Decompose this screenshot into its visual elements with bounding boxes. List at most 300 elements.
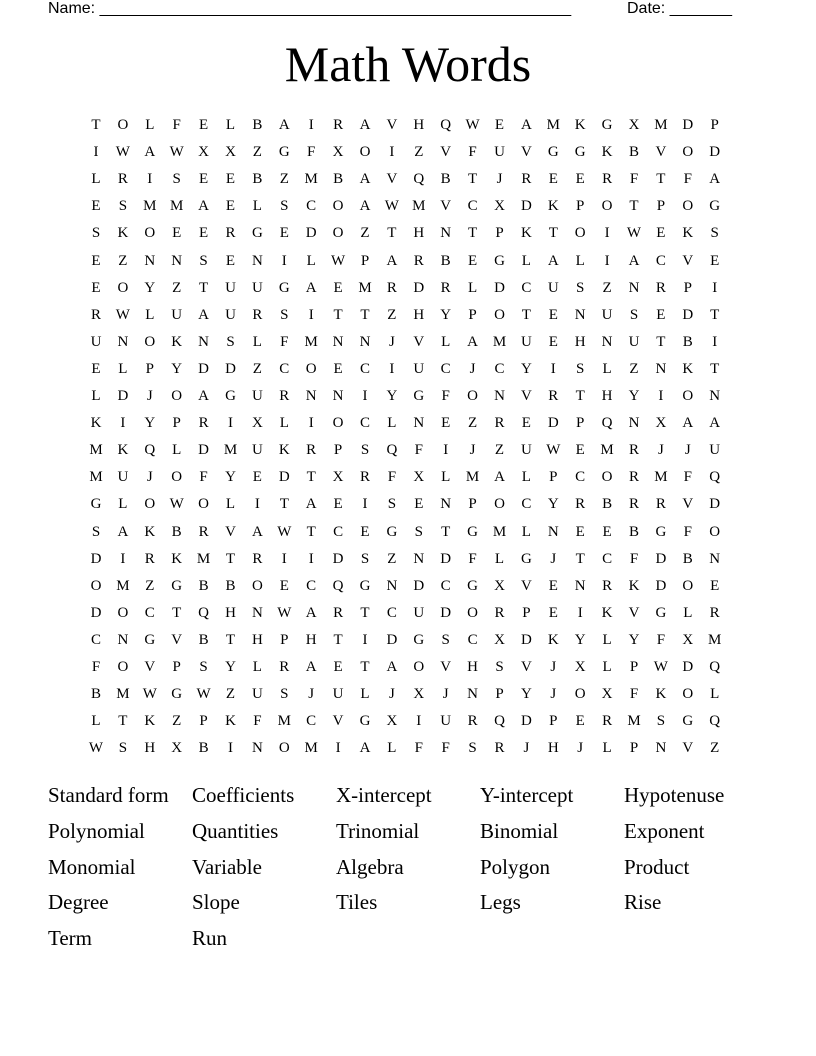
grid-letter: B: [440, 171, 451, 188]
grid-row: [84, 710, 732, 737]
grid-row: [84, 656, 732, 683]
grid-letter: C: [306, 713, 317, 730]
grid-row: [84, 575, 732, 602]
grid-letter: C: [655, 252, 666, 269]
grid-letter: R: [252, 306, 263, 323]
grid-letter: A: [359, 740, 371, 757]
grid-letter: N: [198, 333, 210, 350]
grid-letter: O: [494, 496, 505, 513]
grid-letter: N: [332, 388, 344, 404]
grid-letter: R: [575, 496, 586, 513]
grid-letter: W: [169, 144, 184, 161]
grid-letter: U: [225, 306, 236, 323]
grid-letter: G: [251, 225, 263, 242]
grid-letter: A: [520, 117, 532, 133]
word-bank-item: Hypotenuse: [624, 783, 725, 807]
grid-letter: T: [468, 225, 478, 242]
name-field-label[interactable]: Name: _____________________________________________________: [48, 0, 572, 17]
grid-letter: X: [413, 469, 425, 486]
word-bank-item: Quantities: [192, 818, 279, 843]
grid-letter: D: [655, 577, 667, 594]
grid-letter: Z: [387, 550, 397, 567]
grid-letter: G: [278, 279, 290, 296]
grid-letter: Q: [332, 577, 344, 594]
grid-letter: P: [468, 496, 477, 513]
grid-letter: U: [117, 469, 129, 486]
grid-letter: Q: [413, 171, 425, 188]
grid-letter: K: [655, 686, 667, 703]
grid-letter: K: [171, 333, 183, 350]
grid-letter: A: [682, 415, 694, 432]
word-bank-item: X-intercept: [336, 783, 432, 807]
grid-letter: L: [91, 388, 101, 404]
grid-letter: T: [333, 306, 343, 323]
grid-letter: A: [305, 659, 317, 675]
grid-letter: H: [601, 388, 613, 404]
grid-letter: I: [389, 144, 395, 161]
grid-letter: O: [413, 659, 425, 675]
grid-row: [84, 304, 732, 331]
grid-letter: U: [709, 442, 721, 459]
grid-letter: O: [359, 144, 371, 161]
grid-letter: O: [90, 577, 102, 594]
grid-letter: H: [413, 225, 425, 242]
grid-letter: M: [116, 686, 130, 703]
grid-letter: A: [359, 117, 371, 133]
grid-letter: V: [520, 144, 532, 161]
grid-letter: F: [253, 713, 262, 730]
grid-letter: U: [628, 333, 640, 350]
grid-letter: A: [251, 523, 263, 540]
grid-letter: Y: [440, 306, 452, 323]
grid-letter: Z: [494, 442, 505, 459]
grid-letter: Z: [629, 360, 639, 377]
grid-letter: P: [576, 198, 585, 215]
grid-letter: Z: [360, 225, 370, 242]
grid-letter: S: [360, 442, 370, 459]
grid-letter: K: [547, 198, 559, 215]
grid-letter: T: [360, 306, 370, 323]
grid-letter: I: [550, 360, 556, 377]
page-title: Math Words: [284, 36, 532, 92]
grid-letter: F: [629, 686, 639, 703]
grid-letter: F: [414, 740, 423, 757]
grid-letter: J: [146, 388, 153, 404]
grid-row: [84, 277, 732, 304]
grid-letter: O: [117, 117, 129, 133]
grid-letter: O: [682, 388, 694, 404]
grid-letter: I: [658, 388, 664, 404]
grid-letter: B: [628, 144, 639, 161]
grid-letter: T: [225, 631, 236, 648]
grid-letter: J: [550, 686, 557, 703]
grid-letter: O: [574, 225, 586, 242]
grid-letter: N: [117, 631, 129, 648]
grid-letter: Q: [144, 442, 156, 459]
grid-letter: M: [492, 523, 507, 540]
grid-letter: O: [682, 198, 694, 215]
grid-letter: L: [225, 117, 236, 133]
grid-letter: L: [252, 659, 262, 675]
grid-letter: E: [333, 659, 343, 675]
grid-letter: X: [386, 713, 398, 730]
worksheet-header: [48, 0, 740, 20]
grid-letter: P: [549, 469, 558, 486]
grid-letter: O: [278, 740, 290, 757]
grid-letter: B: [333, 171, 344, 188]
grid-letter: E: [548, 333, 558, 350]
grid-row: [84, 439, 732, 466]
grid-letter: L: [521, 252, 531, 269]
grid-letter: C: [90, 631, 101, 648]
grid-letter: G: [547, 144, 559, 161]
grid-letter: T: [575, 550, 585, 567]
grid-letter: W: [465, 117, 480, 133]
grid-letter: Q: [198, 604, 210, 621]
grid-letter: S: [280, 686, 289, 703]
grid-letter: A: [198, 306, 210, 323]
grid-letter: R: [467, 713, 478, 730]
grid-letter: J: [496, 171, 503, 188]
grid-letter: Y: [520, 360, 532, 377]
grid-letter: C: [306, 577, 317, 594]
grid-letter: Y: [628, 388, 640, 404]
word-bank-item: Standard form: [48, 783, 169, 807]
grid-letter: E: [414, 496, 424, 513]
grid-letter: Z: [602, 279, 612, 296]
grid-letter: A: [467, 333, 479, 350]
grid-letter: B: [171, 523, 182, 540]
grid-letter: O: [601, 198, 613, 215]
grid-letter: X: [225, 144, 236, 161]
grid-letter: F: [441, 388, 450, 404]
grid-letter: G: [90, 496, 102, 513]
grid-letter: E: [225, 198, 236, 215]
grid-letter: R: [494, 740, 505, 757]
grid-letter: H: [251, 631, 263, 648]
grid-letter: S: [199, 252, 208, 269]
grid-letter: W: [196, 686, 211, 703]
grid-letter: K: [144, 713, 156, 730]
grid-letter: L: [91, 713, 101, 730]
grid-letter: D: [305, 225, 317, 242]
grid-letter: H: [547, 740, 559, 757]
grid-letter: J: [550, 659, 557, 675]
grid-letter: Q: [440, 117, 452, 133]
grid-letter: F: [683, 523, 692, 540]
grid-letter: T: [360, 659, 370, 675]
grid-letter: R: [279, 388, 290, 404]
grid-row: [84, 331, 732, 358]
grid-letter: N: [359, 333, 371, 350]
grid-letter: K: [601, 144, 613, 161]
grid-letter: R: [90, 306, 101, 323]
grid-letter: U: [601, 306, 613, 323]
grid-letter: V: [225, 523, 236, 540]
grid-letter: I: [362, 496, 368, 513]
grid-letter: X: [574, 659, 586, 675]
grid-letter: T: [441, 523, 451, 540]
word-bank-item: Slope: [192, 890, 240, 915]
grid-letter: D: [520, 713, 532, 730]
grid-letter: F: [468, 550, 477, 567]
grid-letter: F: [629, 550, 639, 567]
grid-letter: E: [548, 306, 558, 323]
grid-letter: E: [333, 360, 343, 377]
grid-letter: N: [628, 279, 640, 296]
grid-letter: U: [171, 306, 183, 323]
grid-letter: E: [548, 171, 558, 188]
grid-letter: D: [386, 631, 398, 648]
grid-letter: N: [494, 388, 505, 404]
grid-letter: L: [494, 550, 505, 567]
grid-letter: T: [199, 279, 209, 296]
grid-letter: Z: [145, 577, 155, 594]
grid-letter: E: [656, 225, 666, 242]
word-bank-item: Coefficients: [192, 783, 295, 807]
grid-letter: F: [629, 171, 639, 188]
grid-letter: E: [199, 117, 209, 133]
grid-letter: S: [226, 333, 235, 350]
grid-letter: K: [90, 415, 102, 432]
grid-row: [84, 493, 732, 520]
grid-letter: C: [521, 496, 532, 513]
grid-letter: S: [280, 306, 289, 323]
grid-letter: N: [117, 333, 129, 350]
grid-letter: Q: [386, 442, 398, 459]
grid-letter: F: [172, 117, 181, 133]
grid-letter: Z: [252, 360, 262, 377]
grid-letter: M: [627, 713, 641, 730]
grid-letter: I: [308, 117, 314, 133]
grid-letter: L: [441, 469, 451, 486]
grid-letter: V: [655, 144, 667, 161]
grid-letter: M: [277, 713, 291, 730]
word-bank-item: Legs: [480, 890, 521, 915]
grid-letter: F: [280, 333, 289, 350]
grid-letter: Z: [172, 279, 182, 296]
grid-letter: N: [440, 496, 452, 513]
grid-letter: R: [494, 604, 505, 621]
grid-letter: B: [682, 333, 693, 350]
grid-letter: N: [628, 415, 640, 432]
grid-letter: D: [440, 550, 452, 567]
grid-letter: R: [602, 713, 613, 730]
grid-letter: X: [655, 415, 667, 432]
grid-letter: P: [549, 713, 558, 730]
word-bank-item: Tiles: [336, 890, 378, 915]
grid-letter: L: [441, 333, 451, 350]
grid-letter: O: [305, 360, 317, 377]
grid-letter: E: [91, 360, 101, 377]
grid-letter: N: [547, 523, 559, 540]
grid-letter: B: [198, 631, 209, 648]
grid-letter: R: [225, 225, 236, 242]
grid-letter: V: [520, 659, 532, 675]
grid-letter: K: [601, 604, 613, 621]
grid-letter: I: [604, 252, 610, 269]
grid-letter: A: [144, 144, 156, 161]
grid-letter: O: [171, 469, 183, 486]
grid-letter: N: [440, 225, 452, 242]
grid-letter: K: [547, 631, 559, 648]
word-bank-item: Term: [48, 926, 93, 951]
grid-letter: A: [117, 523, 129, 540]
grid-letter: Z: [710, 740, 720, 757]
grid-letter: H: [225, 604, 236, 621]
grid-letter: K: [682, 225, 694, 242]
grid-letter: D: [709, 144, 721, 161]
grid-letter: N: [413, 550, 425, 567]
grid-letter: Z: [387, 306, 397, 323]
grid-letter: A: [547, 252, 559, 269]
grid-letter: R: [628, 496, 639, 513]
grid-letter: L: [91, 171, 101, 188]
grid-letter: V: [628, 604, 640, 621]
grid-letter: V: [413, 333, 425, 350]
grid-letter: N: [305, 388, 317, 404]
grid-letter: R: [440, 279, 451, 296]
grid-letter: B: [440, 252, 451, 269]
grid-letter: C: [386, 604, 397, 621]
grid-row: [84, 385, 732, 412]
word-bank-item: Trinomial: [336, 818, 420, 843]
grid-letter: R: [333, 117, 344, 133]
word-bank-item: Variable: [192, 854, 262, 879]
grid-row: [84, 412, 732, 439]
grid-letter: D: [520, 631, 532, 648]
grid-letter: P: [495, 686, 504, 703]
grid-letter: R: [279, 659, 290, 675]
grid-letter: O: [332, 225, 344, 242]
grid-letter: L: [683, 604, 693, 621]
grid-letter: Y: [144, 279, 156, 296]
grid-letter: M: [600, 442, 614, 459]
grid-letter: D: [413, 279, 425, 296]
grid-letter: E: [252, 469, 262, 486]
grid-letter: E: [575, 523, 585, 540]
word-bank-item: Run: [192, 926, 228, 951]
grid-letter: D: [655, 550, 667, 567]
grid-letter: E: [575, 171, 585, 188]
grid-letter: G: [520, 550, 532, 567]
grid-letter: R: [521, 171, 532, 188]
grid-letter: P: [172, 415, 181, 432]
date-field-label[interactable]: Date: _______: [627, 0, 732, 17]
grid-row: [84, 629, 732, 656]
grid-letter: K: [225, 713, 236, 730]
grid-letter: K: [574, 117, 586, 133]
grid-letter: Y: [520, 686, 532, 703]
grid-letter: C: [467, 631, 478, 648]
grid-row: [84, 521, 732, 548]
grid-letter: J: [442, 686, 449, 703]
grid-letter: I: [120, 415, 126, 432]
grid-letter: E: [441, 415, 451, 432]
grid-letter: U: [251, 388, 263, 404]
grid-letter: P: [656, 198, 666, 215]
grid-letter: J: [550, 550, 557, 567]
grid-letter: D: [682, 117, 694, 133]
grid-letter: X: [251, 415, 263, 432]
grid-letter: M: [304, 333, 318, 350]
grid-letter: Q: [709, 659, 721, 675]
grid-letter: E: [548, 577, 558, 594]
grid-letter: B: [252, 171, 263, 188]
grid-letter: A: [198, 198, 210, 215]
grid-letter: T: [387, 225, 397, 242]
grid-letter: O: [198, 496, 210, 513]
grid-letter: I: [389, 360, 395, 377]
grid-letter: T: [656, 171, 666, 188]
grid-letter: N: [655, 740, 667, 757]
grid-letter: J: [523, 740, 530, 757]
grid-letter: B: [198, 577, 209, 594]
grid-letter: L: [252, 333, 262, 350]
grid-letter: D: [682, 306, 694, 323]
grid-letter: R: [548, 388, 559, 404]
grid-letter: N: [574, 577, 586, 594]
grid-letter: E: [333, 279, 343, 296]
grid-letter: I: [335, 740, 341, 757]
grid-letter: P: [333, 442, 343, 459]
grid-letter: E: [333, 496, 343, 513]
grid-letter: C: [333, 523, 344, 540]
grid-letter: W: [653, 659, 668, 675]
grid-letter: G: [467, 577, 479, 594]
grid-letter: Q: [709, 469, 721, 486]
grid-letter: U: [251, 686, 263, 703]
grid-letter: T: [279, 496, 289, 513]
grid-letter: V: [682, 740, 694, 757]
grid-letter: X: [171, 740, 183, 757]
grid-letter: S: [495, 659, 504, 675]
grid-letter: C: [440, 360, 451, 377]
grid-letter: S: [199, 659, 208, 675]
grid-row: [84, 466, 732, 493]
grid-letter: X: [332, 144, 344, 161]
grid-letter: M: [223, 442, 238, 459]
grid-letter: T: [521, 306, 531, 323]
grid-letter: N: [574, 306, 586, 323]
grid-letter: H: [144, 740, 156, 757]
grid-letter: W: [626, 225, 642, 242]
grid-letter: M: [546, 117, 560, 133]
grid-letter: C: [306, 198, 317, 215]
grid-letter: B: [682, 550, 693, 567]
grid-letter: N: [386, 577, 398, 594]
grid-letter: P: [522, 604, 531, 621]
grid-letter: D: [440, 604, 452, 621]
grid-letter: H: [305, 631, 317, 648]
grid-letter: T: [710, 306, 720, 323]
grid-letter: D: [198, 360, 210, 377]
grid-letter: O: [117, 279, 129, 296]
grid-letter: L: [387, 415, 397, 432]
grid-letter: I: [281, 550, 287, 567]
grid-letter: L: [521, 469, 531, 486]
grid-letter: O: [144, 225, 156, 242]
grid-letter: I: [147, 171, 153, 188]
grid-letter: G: [574, 144, 586, 161]
grid-letter: S: [387, 496, 397, 513]
grid-letter: J: [577, 740, 584, 757]
grid-letter: O: [682, 577, 694, 594]
grid-letter: E: [575, 713, 585, 730]
grid-letter: G: [386, 523, 398, 540]
grid-letter: O: [494, 306, 505, 323]
grid-letter: Z: [225, 686, 236, 703]
